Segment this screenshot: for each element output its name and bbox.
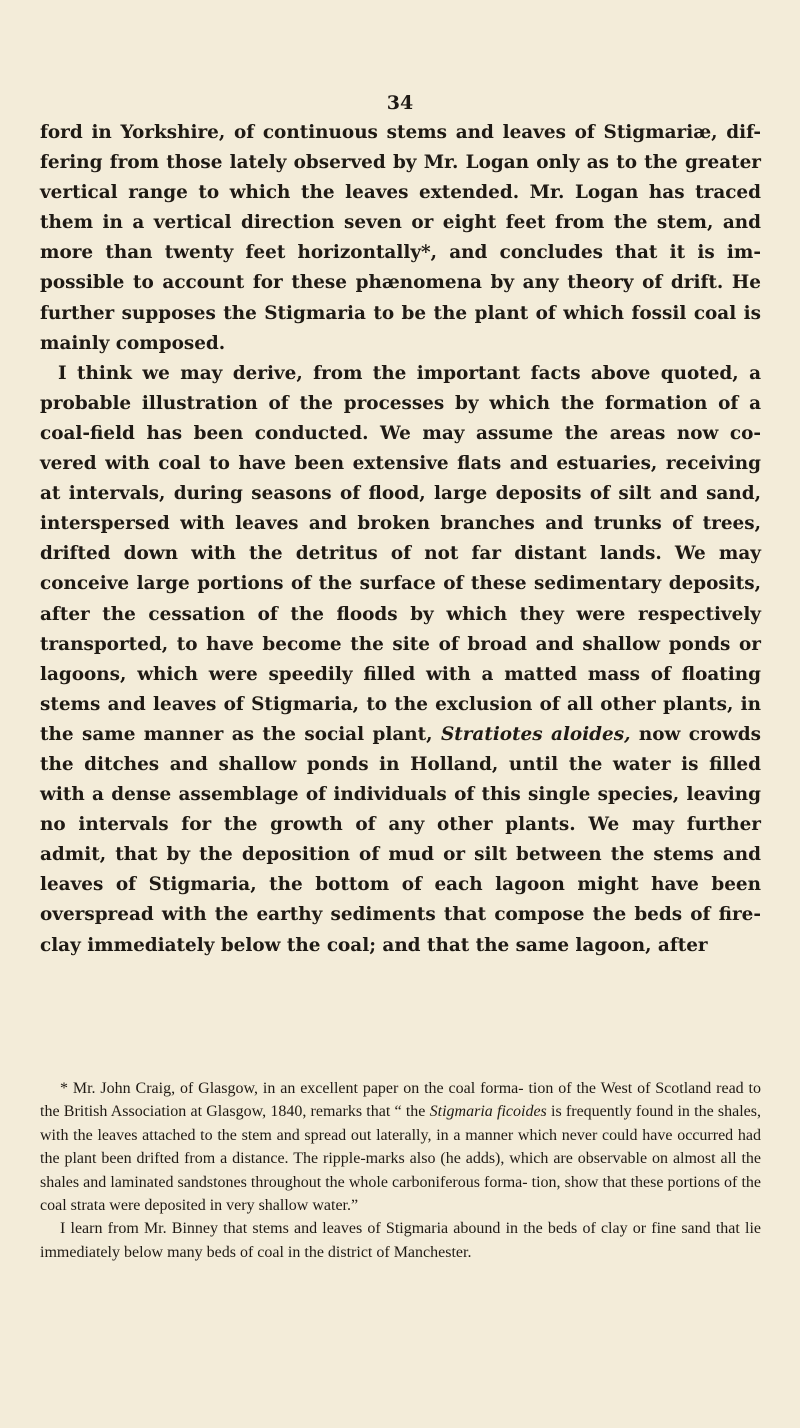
paragraph-coal-field: [40, 359, 761, 961]
footnotes: [40, 1077, 761, 1264]
footnote-text-after-italic: is frequently found in the shales, with the leaves attached to the stem and spread out laterally, in a manner which never could have occurred had the plant been drifted from a distance. The ripple-marks also (he adds), which are observable on almost all the shales and laminated sandstones throughout the whole carboniferous forma- tion, show that these portions of the coal strata were deposited in very shallow water.”: [40, 1103, 762, 1215]
species-name-italic: Stratiotes aloides,: [440, 723, 631, 745]
paragraph-text-after-italic: now crowds the ditches and shallow ponds in Holland, until the water is filled with a dense assemblage of individuals of this single species, leaving no intervals for the growth of any other plants. We may further admit, that by the deposition of mud or silt between the stems and leaves of Stigmaria, the bottom of each lagoon might have been overspread with the earthy sediments that compose the beds of fire- clay immediately below the coal; and that the same lagoon, after: [40, 723, 761, 956]
paragraph-text-before-italic: I think we may derive, from the important facts above quoted, a probable illustration of the processes by which the formation of a coal-field has been conducted. We may assume the areas now co- vered with coal to have been extensive flats and estuaries, receiving at intervals, during seasons of flood, large deposits of silt and sand, interspersed with leaves and broken branches and trunks of trees, drifted down with the detritus of not far distant lands. We may conceive large portions of the surface of these sedimentary deposits, after the cessation of the floods by which they were respectively transported, to have become the site of broad and shallow ponds or lagoons, which were speedily filled with a matted mass of floating stems and leaves of Stigmaria, to the exclusion of all other plants, in the same manner as the social plant,: [40, 362, 761, 745]
footnote-text-before-italic: * Mr. John Craig, of Glasgow, in an excellent paper on the coal forma- tion of the West of Scotland read to the British Association at Glasgow, 1840, remarks that “ the: [40, 1080, 761, 1121]
footnote-species-italic: Stigmaria ficoides: [429, 1103, 547, 1121]
main-text: [40, 118, 761, 961]
footnote-binney: I learn from Mr. Binney that stems and leaves of Stigmaria abound in the beds of clay or fine sand that lie immediately below many beds of coal in the district of Manchester.: [40, 1220, 761, 1261]
footnote-craig: [40, 1077, 761, 1217]
paragraph-continuation: ford in Yorkshire, of continuous stems and leaves of Stigmariæ, dif- fering from those lately observed by Mr. Logan only as to the greater vertical range to which the leaves extended. Mr. Logan has traced them in a vertical direction seven or eight feet from the stem, and more than twenty feet horizontally*, and concludes that it is im- possible to account for these phænomena by any theory of drift. He further supposes the Stigmaria to be the plant of which fossil coal is mainly composed.: [40, 122, 761, 354]
page-number: 34: [386, 92, 414, 114]
